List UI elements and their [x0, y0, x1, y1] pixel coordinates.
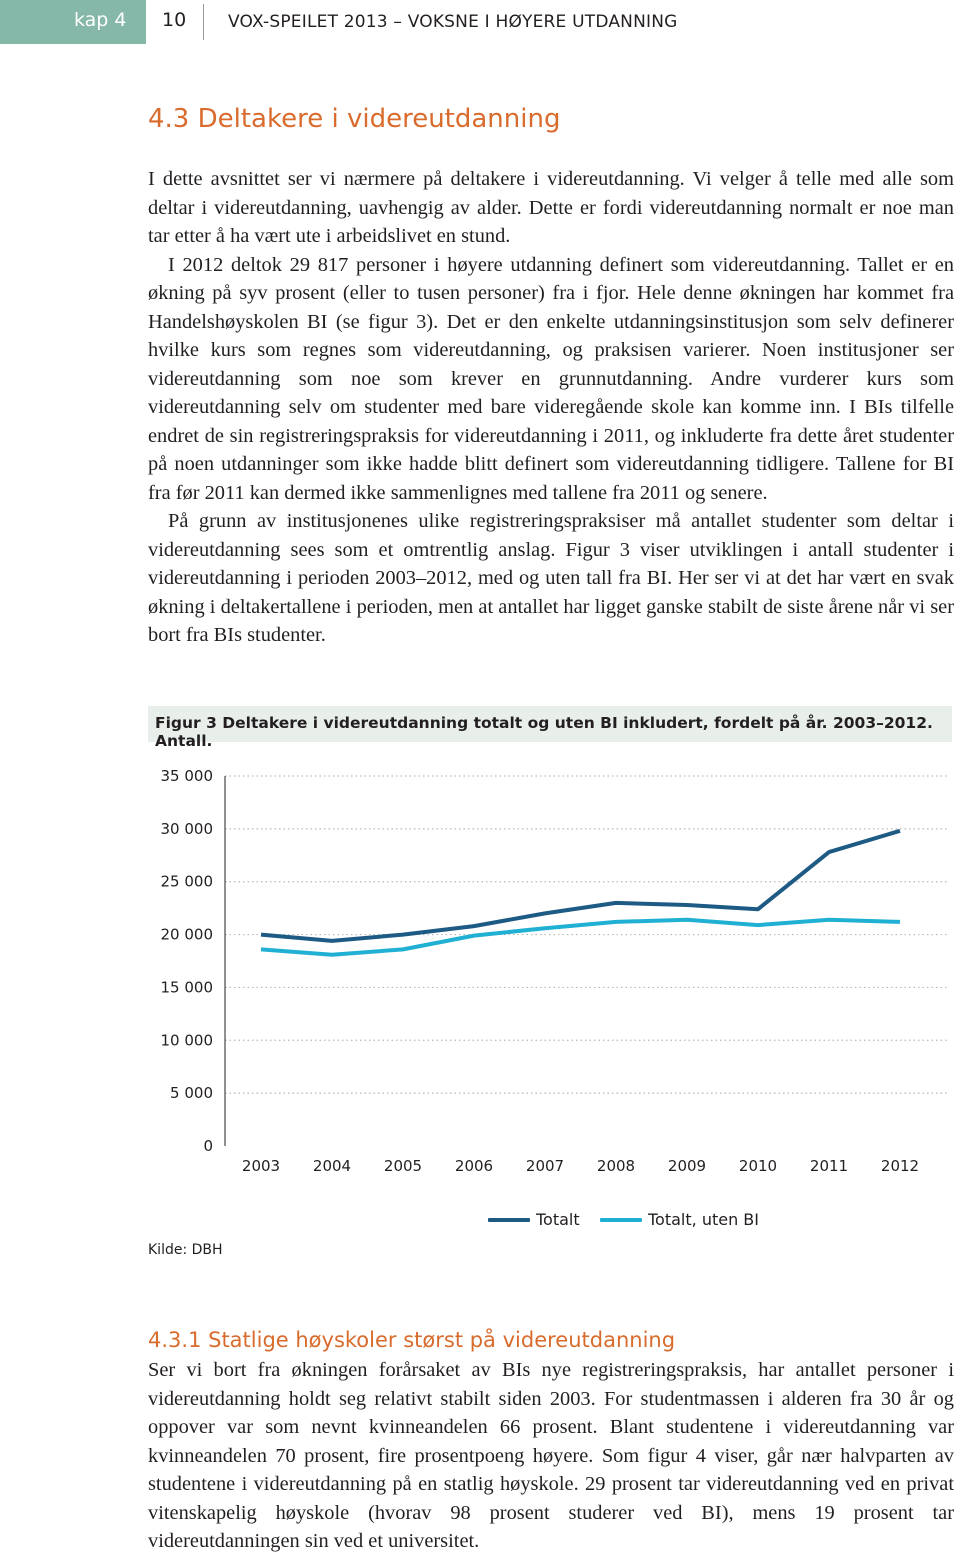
x-tick-label: 2010	[738, 1157, 778, 1175]
y-tick-label: 10 000	[160, 1031, 213, 1050]
x-tick-label: 2006	[454, 1157, 494, 1175]
legend-label-uten-bi: Totalt, uten BI	[648, 1210, 759, 1229]
legend-swatch-totalt	[488, 1218, 530, 1222]
chapter-label: kap 4	[74, 9, 127, 31]
y-tick-label: 20 000	[160, 925, 213, 944]
page-number: 10	[162, 9, 187, 31]
legend-label-totalt: Totalt	[536, 1210, 580, 1229]
subsection-body	[148, 1356, 954, 1556]
x-tick-label: 2011	[809, 1157, 849, 1175]
legend-swatch-uten-bi	[600, 1218, 642, 1222]
x-tick-label: 2005	[383, 1157, 423, 1175]
subsection-title: 4.3.1 Statlige høyskoler størst på videreutdanning	[148, 1328, 676, 1352]
figure-source: Kilde: DBH	[148, 1242, 223, 1258]
paragraph-registration: På grunn av institusjonenes ulike registreringspraksiser må antallet studenter som deltar i videreutdanning sees som et omtrentlig anslag. Figur 3 viser utviklingen i antall studenter i videreutdanning i perioden 2003–2012, med og uten tall fra BI. Her ser vi at det har vært en svak økning i deltakertallene i perioden, men at antallet har ligget ganske stabilt de siste årene når vi ser bort fra BIs studenter.	[148, 510, 954, 646]
section-body	[148, 165, 954, 650]
paragraph-statlige: Ser vi bort fra økningen forårsaket av BIs nye registreringspraksis, har antallet personer i videreutdanning holdt seg relativt stabilt siden 2003. For studentmassen i alderen fra 30 år og oppover var som nevnt kvinneandelen 66 prosent. Blant studentene i videreutdanning var kvinneandelen 70 prosent, fire prosentpoeng høyere. Som figur 4 viser, går nær halvparten av studentene i videreutdanning på en statlig høyskole. 29 prosent tar videreutdanning ved en privat vitenskapelig høyskole (hvorav 98 prosent studerer ved BI), mens 19 prosent tar videreutdanningen sin ved et universitet.	[148, 1359, 954, 1552]
chapter-tab	[0, 0, 146, 44]
x-tick-label: 2012	[880, 1157, 920, 1175]
figure-caption-bar	[148, 706, 952, 750]
x-tick-label: 2009	[667, 1157, 707, 1175]
x-tick-label: 2007	[525, 1157, 565, 1175]
y-tick-label: 25 000	[160, 872, 213, 891]
x-tick-label: 2003	[241, 1157, 281, 1175]
line-chart	[148, 755, 952, 1185]
paragraph-intro: I dette avsnittet ser vi nærmere på deltakere i videreutdanning. Vi velger å telle med alle som deltar i videreutdanning, uavhengig av alder. Dette er fordi videreutdanning normalt er noe man tar etter å ha vært ute i arbeidslivet en stund.	[148, 168, 954, 247]
y-tick-label: 5 000	[170, 1084, 213, 1103]
running-title: VOX-SPEILET 2013 – VOKSNE I HØYERE UTDANNING	[228, 12, 678, 32]
y-tick-label: 15 000	[160, 978, 213, 997]
x-tick-label: 2004	[312, 1157, 352, 1175]
header-divider	[203, 4, 204, 40]
paragraph-participants: I 2012 deltok 29 817 personer i høyere utdanning definert som videreutdanning. Tallet er en økning på syv prosent (eller to tusen personer) fra i fjor. Hele denne økningen har kommet fra Handelshøyskolen BI (se figur 3). Det er den enkelte utdanningsinstitusjon som selv definerer hvilke kurs som regnes som videreutdanning, og praksisen varierer. Noen institusjoner ser videreutdanning som noe som krever en grunnutdanning. Andre vurderer kurs som videreutdanning selv om studenter med bare videregående skole kan komme inn. I BIs tilfelle endret de sin registreringspraksis for videreutdanning i 2011, og inkluderte fra dette året studenter på noen utdanninger som ikke hadde blitt definert som videreutdanning tidligere. Tallene for BI fra før 2011 kan dermed ikke sammenlignes med tallene fra 2011 og senere.	[148, 253, 954, 504]
section-title: 4.3 Deltakere i videreutdanning	[148, 104, 561, 134]
chart-svg	[148, 755, 952, 1185]
figure-caption: Figur 3 Deltakere i videreutdanning totalt og uten BI inkludert, fordelt på år. 2003–2012. Antall.	[155, 714, 933, 750]
x-tick-label: 2008	[596, 1157, 636, 1175]
page-header	[0, 0, 960, 44]
y-tick-label: 35 000	[160, 767, 213, 785]
y-tick-label: 0	[203, 1137, 213, 1155]
y-tick-label: 30 000	[160, 819, 213, 838]
